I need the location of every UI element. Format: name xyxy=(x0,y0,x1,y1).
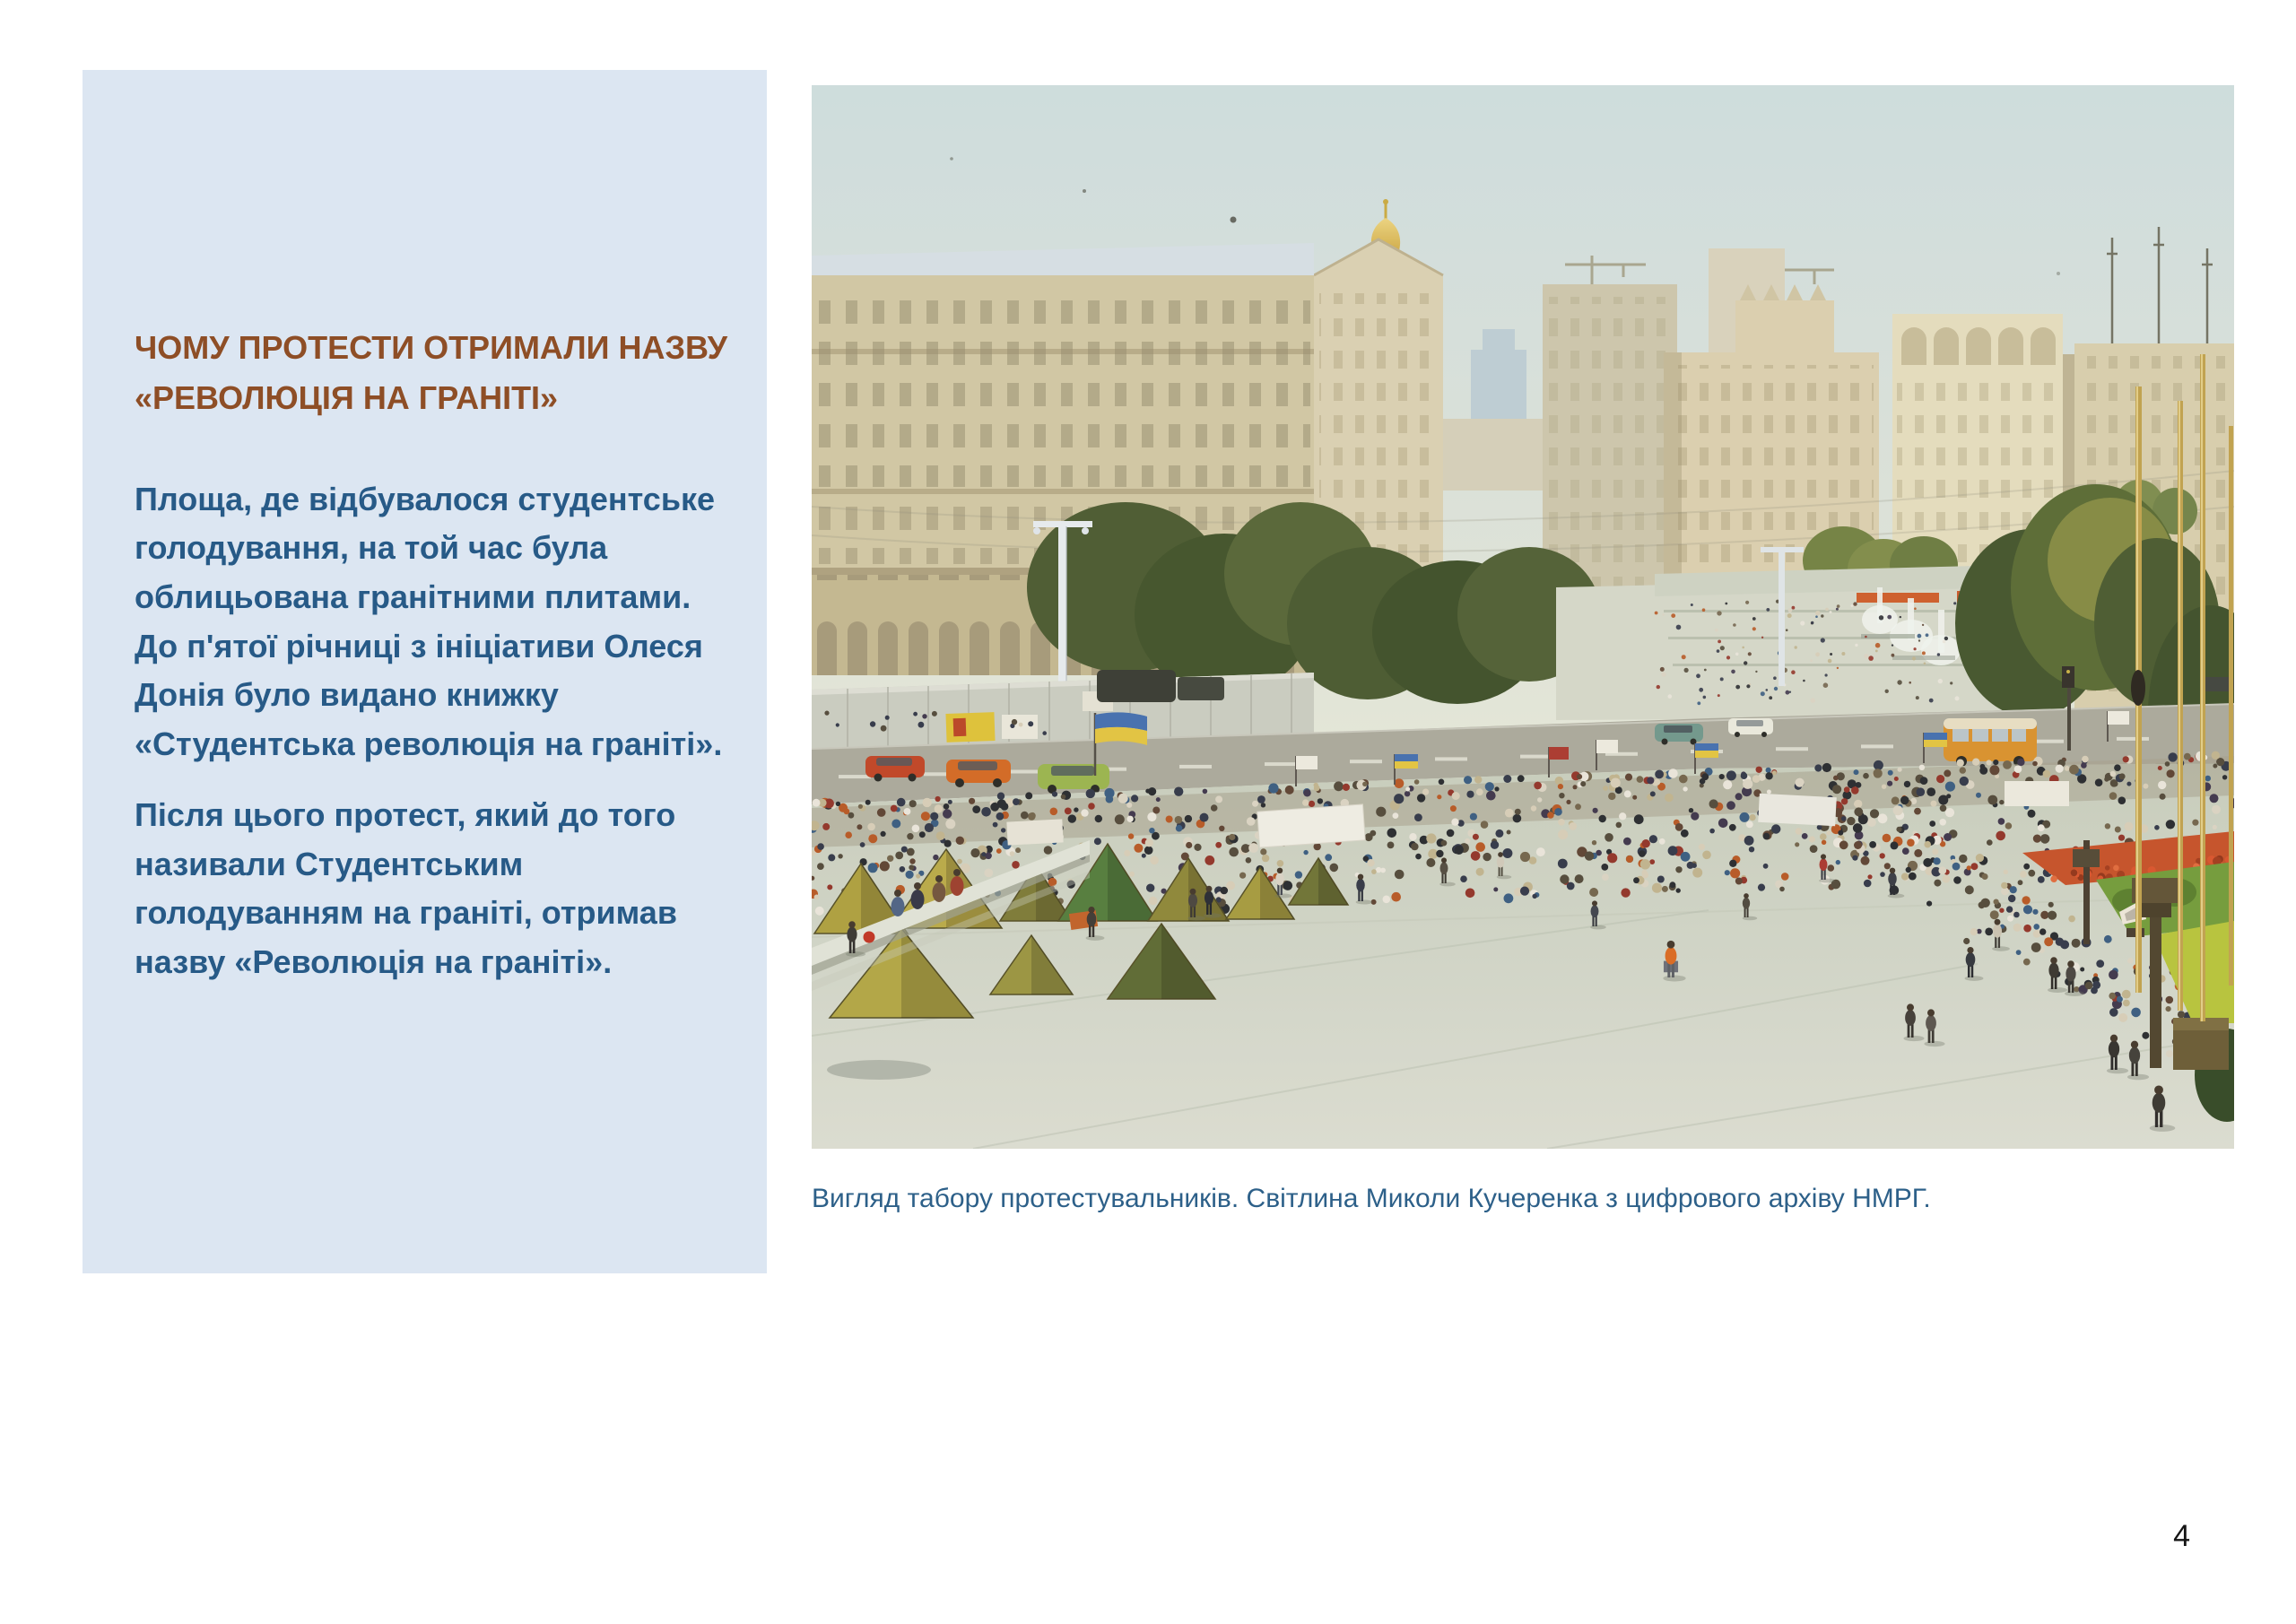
panel-title-line-2: «РЕВОЛЮЦІЯ НА ГРАНІТІ» xyxy=(135,378,559,416)
panel-paragraph-2: Після цього протест, який до того називали Студентським голодуванням на граніті, отримав назву «Революція на граніті». xyxy=(135,795,677,981)
photo-warm-haze xyxy=(812,85,2234,1149)
panel-paragraph-1: Площа, де відбувалося студентське голодування, на той час була облицьована гранітними плитами. До п'ятої річниці з ініціативи Олеся Донія було видано книжку «Студентська революція на граніті». xyxy=(135,480,723,763)
panel-title-line-1: ЧОМУ ПРОТЕСТИ ОТРИМАЛИ НАЗВУ xyxy=(135,329,728,366)
photo-caption: Вигляд табору протестувальників. Світлина Миколи Кучеренка з цифрового архіву НМРГ. xyxy=(812,1184,1931,1213)
protest-camp-photo-figure xyxy=(812,85,2234,1216)
page-number: 4 xyxy=(2173,1519,2190,1553)
protest-photo xyxy=(812,85,2234,1149)
panel-body xyxy=(135,475,731,987)
text-panel xyxy=(83,70,767,1273)
panel-title xyxy=(135,323,731,423)
